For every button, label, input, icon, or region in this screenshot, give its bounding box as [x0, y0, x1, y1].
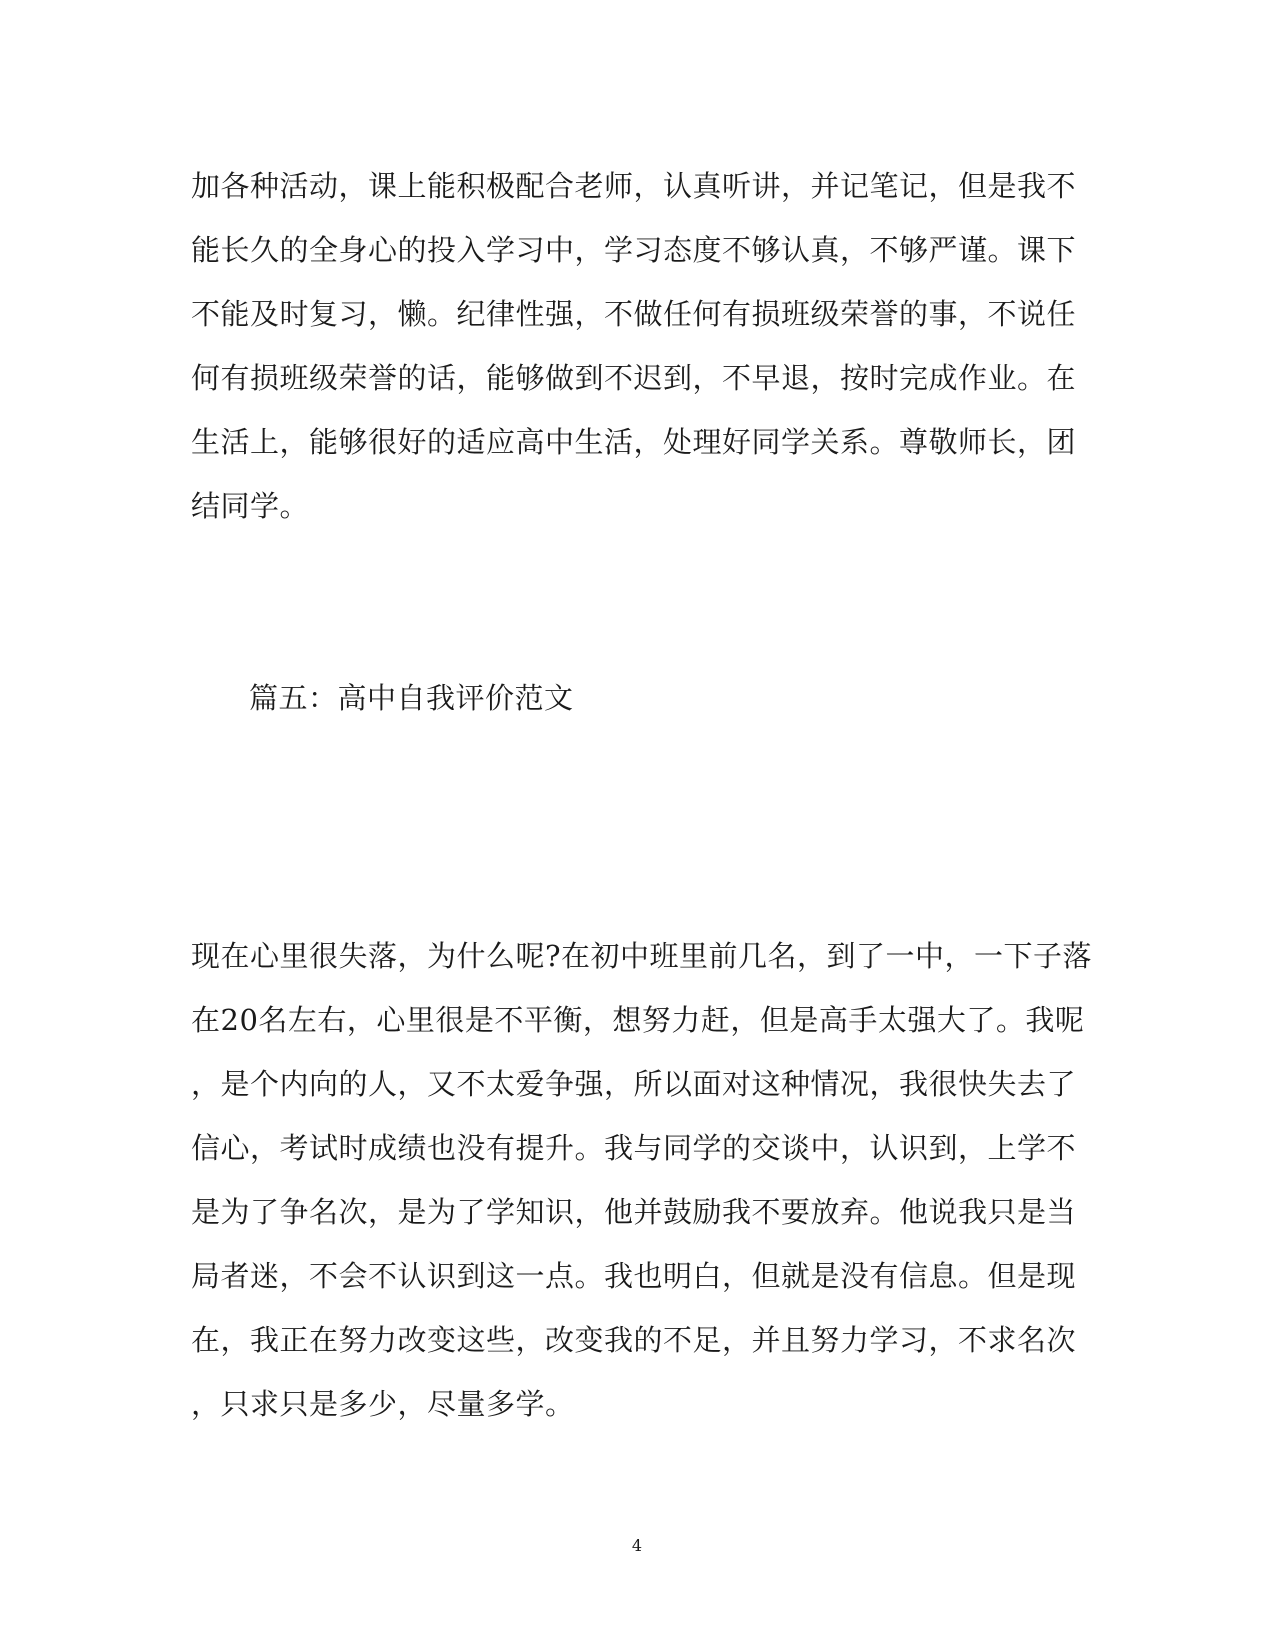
section-heading: 篇五：高中自我评价范文 — [249, 681, 574, 715]
paragraph-2-line: 在20名左右，心里很是不平衡，想努力赶，但是高手太强大了。我呢 — [191, 1003, 1085, 1037]
paragraph-1-line: 生活上，能够很好的适应高中生活，处理好同学关系。尊敬师长，团 — [191, 425, 1077, 459]
paragraph-1-line: 加各种活动，课上能积极配合老师，认真听讲，并记笔记，但是我不 — [191, 169, 1077, 203]
paragraph-2-line: 是为了争名次，是为了学知识，他并鼓励我不要放弃。他说我只是当 — [191, 1195, 1077, 1229]
paragraph-1-line: 不能及时复习，懒。纪律性强，不做任何有损班级荣誉的事，不说任 — [191, 297, 1077, 331]
paragraph-2-line: ，是个内向的人，又不太爱争强，所以面对这种情况，我很快失去了 — [191, 1067, 1077, 1101]
page-number: 4 — [631, 1536, 643, 1555]
paragraph-2-line: 局者迷，不会不认识到这一点。我也明白，但就是没有信息。但是现 — [191, 1259, 1077, 1293]
paragraph-1-line: 何有损班级荣誉的话，能够做到不迟到，不早退，按时完成作业。在 — [191, 361, 1077, 395]
paragraph-2-line: 现在心里很失落，为什么呢?在初中班里前几名，到了一中，一下子落 — [191, 939, 1093, 973]
paragraph-1-line: 能长久的全身心的投入学习中，学习态度不够认真，不够严谨。课下 — [191, 233, 1077, 267]
paragraph-2-line: 信心，考试时成绩也没有提升。我与同学的交谈中，认识到，上学不 — [191, 1131, 1077, 1165]
paragraph-2-line: ，只求只是多少，尽量多学。 — [191, 1387, 575, 1421]
paragraph-1-line: 结同学。 — [191, 489, 310, 523]
paragraph-2-line: 在，我正在努力改变这些，改变我的不足，并且努力学习，不求名次 — [191, 1323, 1077, 1357]
